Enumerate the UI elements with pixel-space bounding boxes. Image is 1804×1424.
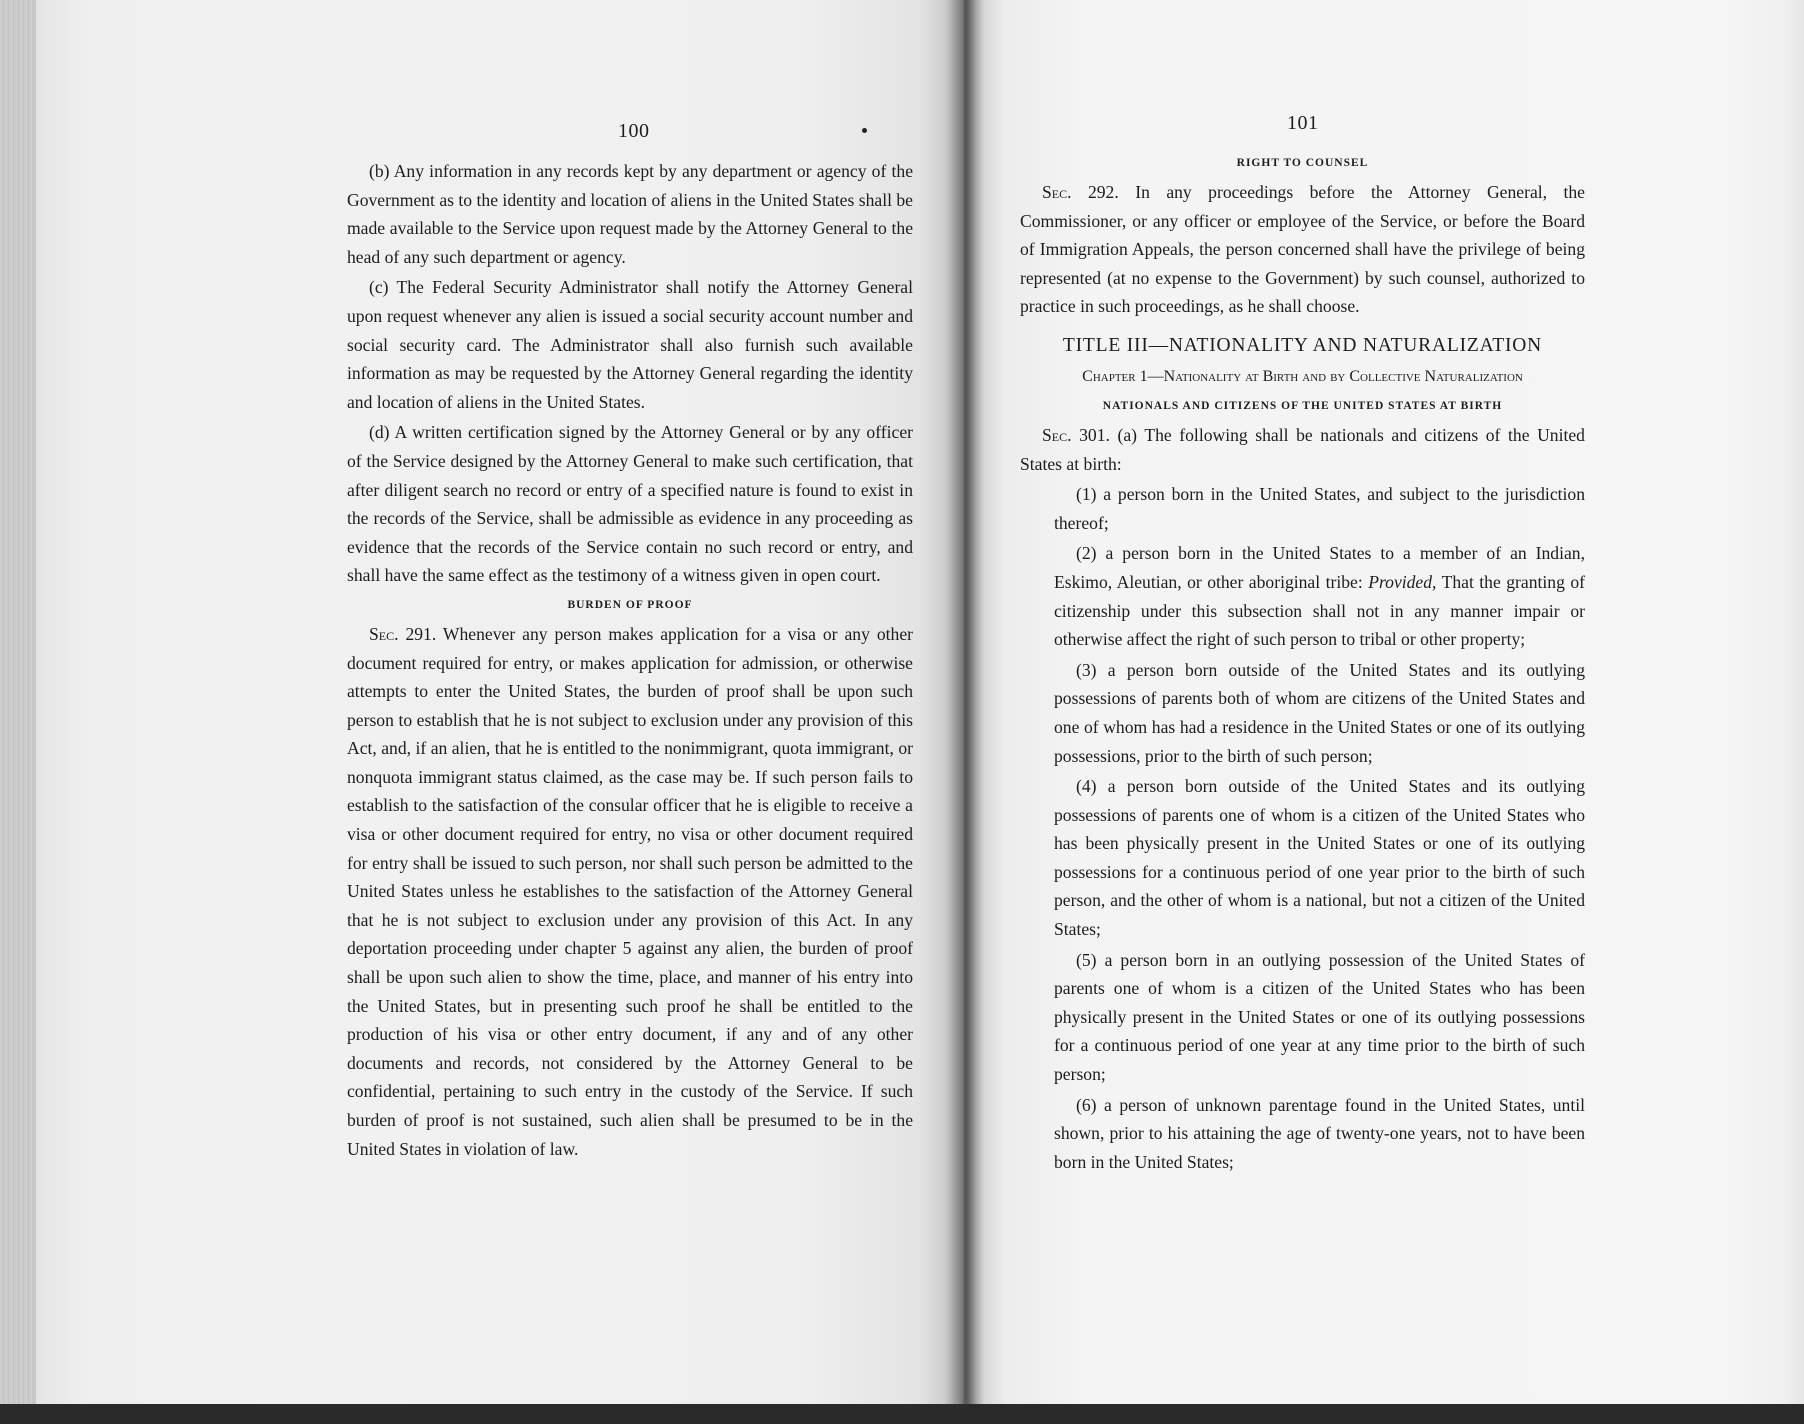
left-text-column <box>347 157 913 1163</box>
section-301 <box>1020 421 1585 478</box>
item-1: (1) a person born in the United States, and subject to the jurisdiction thereof; <box>1054 484 1585 533</box>
section-291-label: Sec. 291. <box>369 623 437 644</box>
paragraph-b: (b) Any information in any records kept by any department or agency of the Government as to the identity and location of aliens in the United States shall be made available to the Service upon request made by the Attorney General to the head of any such department or agency. <box>347 161 913 267</box>
page-number-left: 100 <box>618 120 650 142</box>
section-301-label: Sec. 301. <box>1042 424 1110 445</box>
item-2-text-b: That the granting of citizenship under this subsection shall not in any manner impair or otherwise affect the right of such person to tribal or other property; <box>1054 571 1585 650</box>
section-292-label: Sec. 292. <box>1042 182 1119 202</box>
item-3: (3) a person born outside of the United States and its outlying possessions of parents both of whom are citizens of the United States and one of whom has had a residence in the United States or one of its outlying possessions, prior to the birth of such person; <box>1054 659 1585 766</box>
heading-burden-of-proof: BURDEN OF PROOF <box>567 598 693 611</box>
heading-right-to-counsel: RIGHT TO COUNSEL <box>1236 157 1369 169</box>
book-gutter <box>944 0 984 1424</box>
section-291 <box>347 620 913 1163</box>
right-text-column <box>1020 148 1585 1176</box>
section-292 <box>1020 178 1585 321</box>
heading-nationals-and-citizens: NATIONALS AND CITIZENS OF THE UNITED STATES AT BIRTH <box>1102 399 1503 412</box>
item-6: (6) a person of unknown parentage found in the United States, until shown, prior to his attaining the age of twenty-one years, not to have been born in the United States; <box>1054 1094 1585 1172</box>
section-292-text: In any proceedings before the Attorney General, the Commissioner, or any officer or employee of the Service, or before the Board of Immigration Appeals, the person concerned shall have the privilege of being represented (at no expense to the Government) by such counsel, authorized to practice in such proceedings, as he shall choose. <box>1020 182 1585 317</box>
page-edge-stack <box>0 0 36 1424</box>
paragraph-d: (d) A written certification signed by the Attorney General or by any officer of the Service designed by the Attorney General to make such certification, that after diligent search no record or entry of a specified nature is found to exist in the records of the Service, shall be admissible as evidence in any proceeding as evidence that the records of the Service contain no such record or entry, and shall have the same effect as the testimony of a witness given in open court. <box>347 422 913 586</box>
right-page <box>964 0 1804 1424</box>
page-number-right: 101 <box>1287 112 1319 134</box>
title-iii-heading: TITLE III—NATIONALITY AND NATURALIZATION <box>1062 334 1543 356</box>
item-2-provided: Provided, <box>1368 571 1437 592</box>
chapter-1-heading: Chapter 1—Nationality at Birth and by Collective Naturalization <box>1082 367 1523 385</box>
item-2 <box>1020 539 1585 653</box>
item-2-text-a: (2) a person born in the United States to a member of an Indian, Eskimo, Aleutian, or other aboriginal tribe: <box>1054 543 1585 592</box>
paragraph-c: (c) The Federal Security Administrator shall notify the Attorney General upon request whenever any alien is issued a social security account number and social security card. The Administrator shall also furnish such available information as may be requested by the Attorney General regarding the identity and location of aliens in the United States. <box>347 277 913 412</box>
section-301-text: (a) The following shall be nationals and citizens of the United States at birth: <box>1020 424 1585 474</box>
section-291-text: Whenever any person makes application for a visa or any other document required for entry, or makes application for admission, or otherwise attempts to enter the United States, the burden of proof shall be upon such person to establish that he is not subject to exclusion under any provision of this Act, and, if an alien, that he is entitled to the nonimmigrant, quota immigrant, or nonquota immigrant status claimed, as the case may be. If such person fails to establish to the satisfaction of the consular officer that he is eligible to receive a visa or other document required for entry, no visa or other document required for entry shall be issued to such person, nor shall such person be admitted to the United States unless he establishes to the satisfaction of the Attorney General that he is not subject to exclusion under any provision of this Act. In any deportation proceeding under chapter 5 against any alien, the burden of proof shall be upon such alien to show the time, place, and manner of his entry into the United States, but in presenting such proof he shall be entitled to the production of his visa or other entry document, if any and of any other documents and records, not considered by the Attorney General to be confidential, pertaining to such entry in the custody of the Service. If such burden of proof is not sustained, such alien shall be presumed to be in the United States in violation of law. <box>347 623 913 1159</box>
ink-dot <box>862 128 867 133</box>
item-4: (4) a person born outside of the United States and its outlying possessions of parents one of whom is a citizen of the United States who has been physically present in the United States or one of its outlying possessions for a continuous period of one year prior to the birth of such person, and the other of whom is a national, but not a citizen of the United States; <box>1054 776 1585 940</box>
item-5: (5) a person born in an outlying possession of the United States of parents one of whom is a citizen of the United States who has been physically present in the United States or one of its outlying possessions for a continuous period of one year at any time prior to the birth of such person; <box>1054 949 1585 1085</box>
scan-bottom-edge <box>0 1404 1804 1424</box>
